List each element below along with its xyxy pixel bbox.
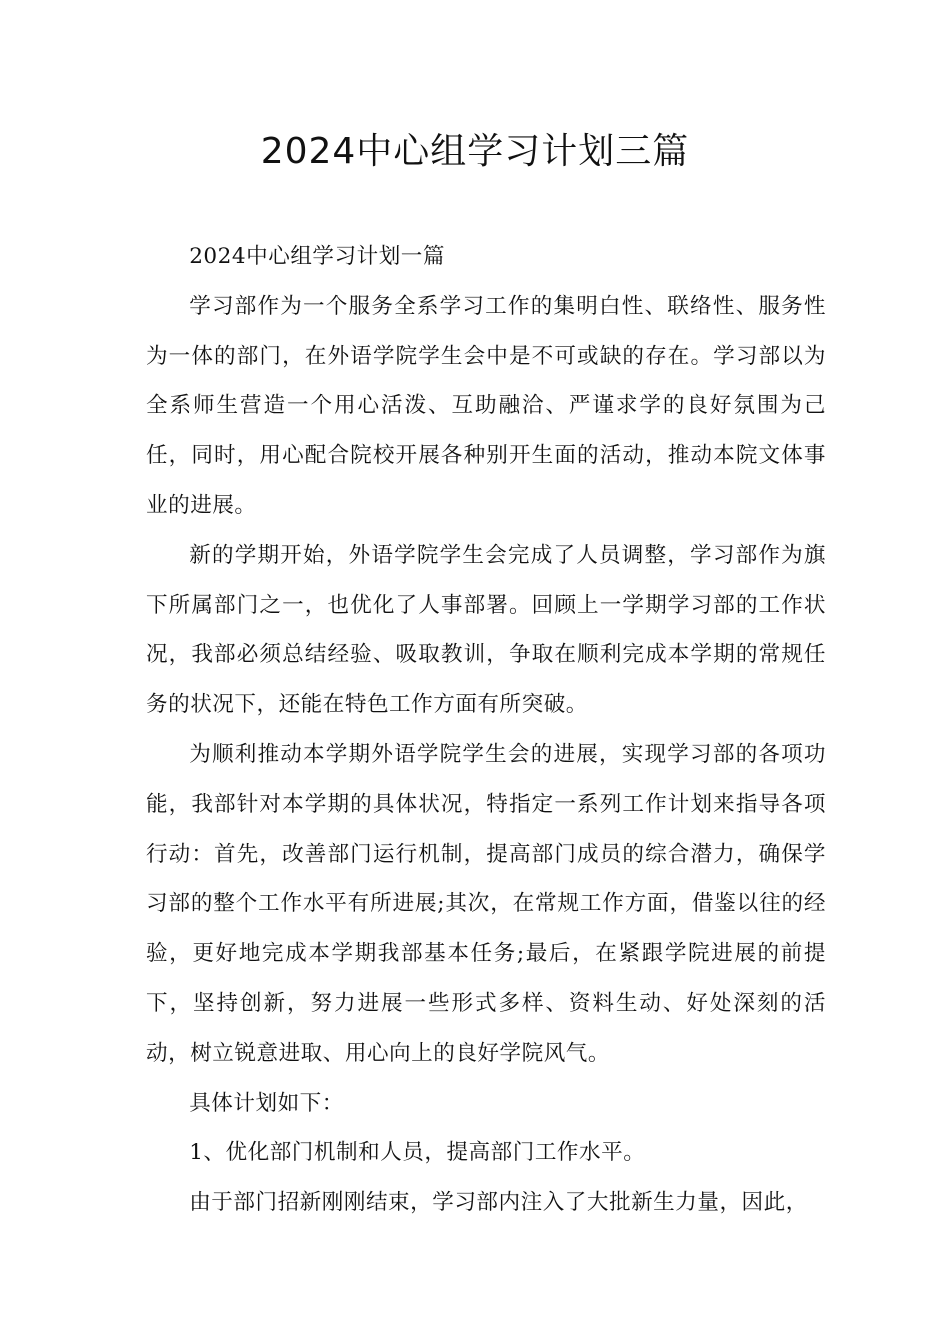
body-paragraph: 为顺利推动本学期外语学院学生会的进展，实现学习部的各项功能，我部针对本学期的具体状况，特指定一系列工作计划来指导各项行动：首先，改善部门运行机制，提高部门成员的综合潜力，确保学习部的整个工作水平有所进展;其次，在常规工作方面，借鉴以往的经验，更好地完成本学期我部基本任务;最后，在紧跟学院进展的前提下，坚持创新，努力进展一些形式多样、资料生动、好处深刻的活动，树立锐意进取、用心向上的良好学院风气。 bbox=[146, 741, 826, 1066]
document-body bbox=[146, 232, 826, 1228]
body-paragraph: 新的学期开始，外语学院学生会完成了人员调整，学习部作为旗下所属部门之一，也优化了人事部署。回顾上一学期学习部的工作状况，我部必须总结经验、吸取教训，争取在顺利完成本学期的常规任务的状况下，还能在特色工作方面有所突破。 bbox=[146, 542, 826, 718]
section-heading: 2024中心组学习计划一篇 bbox=[189, 244, 445, 269]
document-title: 2024中心组学习计划三篇 bbox=[260, 131, 690, 172]
body-paragraph: 学习部作为一个服务全系学习工作的集明白性、联络性、服务性为一体的部门，在外语学院学生会中是不可或缺的存在。学习部以为全系师生营造一个用心活泼、互助融洽、严谨求学的良好氛围为己任，同时，用心配合院校开展各种别开生面的活动，推动本院文体事业的进展。 bbox=[146, 293, 826, 518]
list-item-heading: 1、优化部门机制和人员，提高部门工作水平。 bbox=[189, 1140, 646, 1166]
body-paragraph: 由于部门招新刚刚结束，学习部内注入了大批新生力量，因此， bbox=[189, 1190, 808, 1216]
body-paragraph: 具体计划如下： bbox=[189, 1090, 344, 1116]
